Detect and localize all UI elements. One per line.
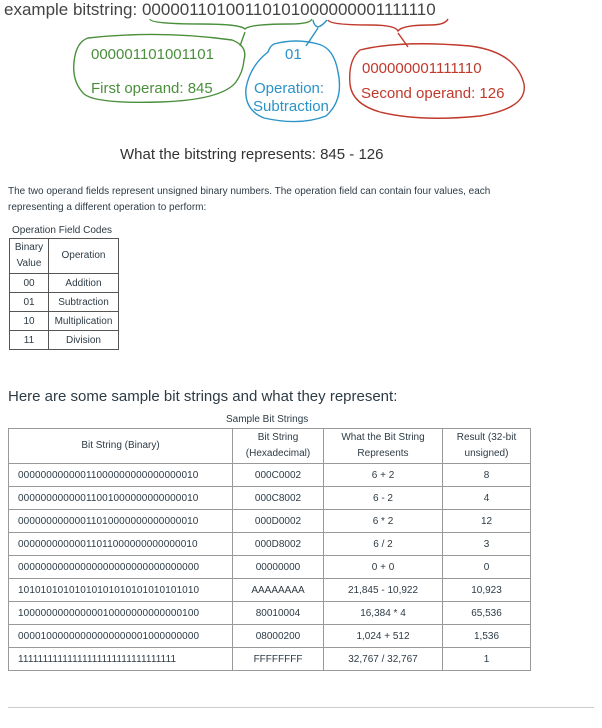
bottom-divider <box>8 707 594 708</box>
binary-cell: 10000000000000010000000000000100 <box>9 602 233 625</box>
ops-row <box>10 274 119 293</box>
binary-cell: 00001000000000000000001000000000 <box>9 625 233 648</box>
hex-cell: FFFFFFFF <box>233 648 324 671</box>
hex-cell: 00000000 <box>233 556 324 579</box>
represents-cell: 1,024 + 512 <box>324 625 443 648</box>
ops-row <box>10 293 119 312</box>
binary-cell: 11111111111111111111111111111111 <box>9 648 233 671</box>
second-operand-bubble <box>350 44 525 119</box>
table-row <box>9 625 531 648</box>
operation-codes-table <box>9 238 119 350</box>
first-operand-brace <box>150 19 312 29</box>
operand-description: The two operand fields represent unsigned binary numbers. The operation field can contain four values, each representing a different operation to perform: <box>8 186 491 213</box>
result-cell: 3 <box>443 533 531 556</box>
samples-table-caption: Sample Bit Strings <box>226 414 309 425</box>
ops-operation: Subtraction <box>49 293 119 312</box>
ops-code: 11 <box>10 331 49 350</box>
hex-cell: AAAAAAAA <box>233 579 324 602</box>
ops-header-binary-line2: Value <box>16 258 42 269</box>
table-row <box>9 487 531 510</box>
binary-cell: 10101010101010101010101010101010 <box>9 579 233 602</box>
table-row <box>9 579 531 602</box>
ops-table-caption: Operation Field Codes <box>12 225 113 236</box>
samples-header-represents <box>324 429 443 464</box>
result-cell: 10,923 <box>443 579 531 602</box>
result-cell: 1,536 <box>443 625 531 648</box>
represents-cell: 16,384 * 4 <box>324 602 443 625</box>
second-operand-bits: 000000001111110 <box>362 60 482 77</box>
hex-cell: 000C0002 <box>233 464 324 487</box>
operation-bits: 01 <box>285 46 302 63</box>
ops-code: 01 <box>10 293 49 312</box>
table-row <box>9 464 531 487</box>
bitstring-meaning: What the bitstring represents: 845 - 126 <box>120 146 384 163</box>
represents-cell: 21,845 - 10,922 <box>324 579 443 602</box>
example-bitstring-title: example bitstring: 00000110100110101000000001111110 <box>4 0 436 19</box>
ops-table-header-row <box>10 239 119 274</box>
first-operand-bits: 000001101001101 <box>91 46 214 63</box>
binary-cell: 00000000000011000000000000000010 <box>9 464 233 487</box>
samples-header-binary: Bit String (Binary) <box>9 429 233 464</box>
ops-row <box>10 312 119 331</box>
hex-cell: 08000200 <box>233 625 324 648</box>
result-cell: 12 <box>443 510 531 533</box>
represents-cell: 32,767 / 32,767 <box>324 648 443 671</box>
second-operand-label: Second operand: 126 <box>361 85 505 102</box>
represents-cell: 6 / 2 <box>324 533 443 556</box>
table-row <box>9 533 531 556</box>
result-cell: 1 <box>443 648 531 671</box>
operation-label-line1: Operation: <box>254 80 325 97</box>
samples-heading: Here are some sample bit strings and what they represent: <box>8 388 398 405</box>
table-row <box>9 602 531 625</box>
samples-header-hex-line1: Bit String <box>257 432 299 443</box>
sample-bitstrings-table <box>8 428 531 671</box>
samples-header-result-line2: unsigned) <box>464 448 509 459</box>
ops-operation: Multiplication <box>49 312 119 331</box>
table-row <box>9 510 531 533</box>
samples-header-hex <box>233 429 324 464</box>
second-operand-brace <box>328 19 448 31</box>
binary-cell: 00000000000000000000000000000000 <box>9 556 233 579</box>
hex-cell: 000C8002 <box>233 487 324 510</box>
hex-cell: 000D8002 <box>233 533 324 556</box>
hex-cell: 80010004 <box>233 602 324 625</box>
samples-header-rep-line1: What the Bit String <box>341 432 425 443</box>
binary-cell: 00000000000011010000000000000010 <box>9 510 233 533</box>
operation-label-line2: Subtraction <box>253 98 329 115</box>
binary-cell: 00000000000011011000000000000010 <box>9 533 233 556</box>
represents-cell: 6 + 2 <box>324 464 443 487</box>
represents-cell: 6 * 2 <box>324 510 443 533</box>
bitstring-annotation-diagram <box>0 0 602 140</box>
table-row <box>9 648 531 671</box>
samples-header-result-line1: Result (32-bit <box>456 432 517 443</box>
ops-code: 10 <box>10 312 49 331</box>
represents-cell: 6 - 2 <box>324 487 443 510</box>
samples-header-row <box>9 429 531 464</box>
ops-operation: Division <box>49 331 119 350</box>
ops-code: 00 <box>10 274 49 293</box>
table-row <box>9 556 531 579</box>
result-cell: 8 <box>443 464 531 487</box>
ops-operation: Addition <box>49 274 119 293</box>
samples-header-rep-line2: Represents <box>357 448 409 459</box>
first-operand-label: First operand: 845 <box>91 80 213 97</box>
operation-brace <box>313 20 327 27</box>
hex-cell: 000D0002 <box>233 510 324 533</box>
represents-cell: 0 + 0 <box>324 556 443 579</box>
ops-row <box>10 331 119 350</box>
result-cell: 4 <box>443 487 531 510</box>
samples-header-hex-line2: (Hexadecimal) <box>245 448 311 459</box>
ops-header-operation: Operation <box>49 239 119 274</box>
binary-cell: 00000000000011001000000000000010 <box>9 487 233 510</box>
ops-header-binary-line1: Binary <box>14 242 44 253</box>
result-cell: 0 <box>443 556 531 579</box>
ops-header-binary <box>10 239 49 274</box>
samples-header-result <box>443 429 531 464</box>
result-cell: 65,536 <box>443 602 531 625</box>
